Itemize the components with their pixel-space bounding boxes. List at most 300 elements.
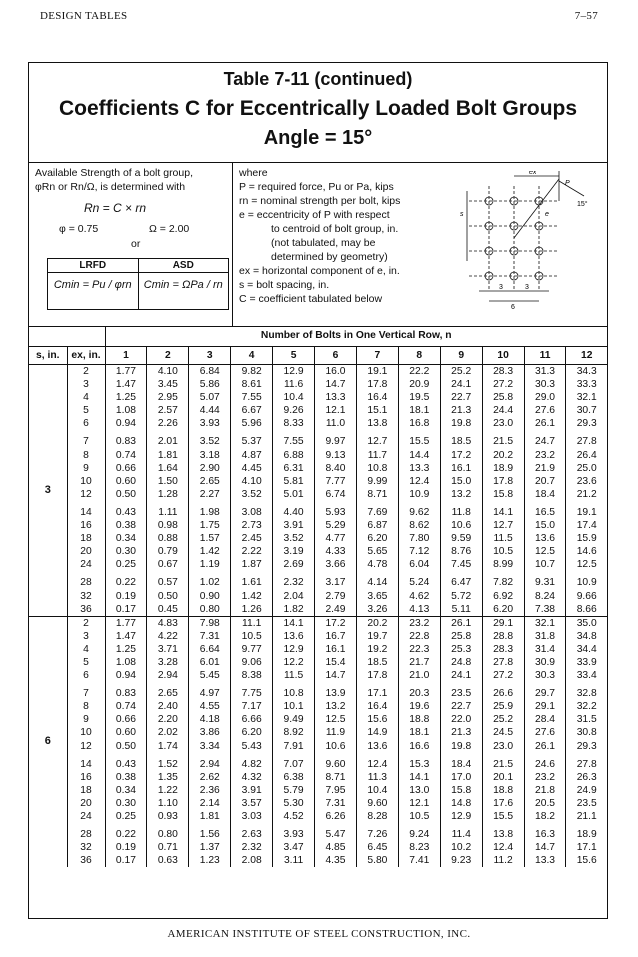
coefficient-cell: 3.52 bbox=[273, 532, 315, 545]
n-column-header: 5 bbox=[273, 347, 315, 365]
coefficient-cell: 19.5 bbox=[398, 391, 440, 404]
coefficient-cell: 0.83 bbox=[105, 435, 147, 448]
coefficient-cell: 30.3 bbox=[524, 669, 566, 682]
s-column-header: s, in. bbox=[29, 347, 67, 365]
coefficient-cell: 12.1 bbox=[398, 797, 440, 810]
coefficient-cell: 25.8 bbox=[440, 630, 482, 643]
coefficient-cell: 3.93 bbox=[189, 417, 231, 430]
coefficient-cell: 12.4 bbox=[482, 841, 524, 854]
coefficient-cell: 0.50 bbox=[147, 590, 189, 603]
coefficient-cell: 9.24 bbox=[398, 828, 440, 841]
where-line: P = required force, Pu or Pa, kips bbox=[239, 181, 394, 193]
coefficient-cell: 17.8 bbox=[356, 669, 398, 682]
coefficient-cell: 6.04 bbox=[398, 558, 440, 571]
coefficient-cell: 21.7 bbox=[398, 656, 440, 669]
coefficient-cell: 7.31 bbox=[189, 630, 231, 643]
running-header-left: DESIGN TABLES bbox=[40, 10, 128, 22]
coefficient-cell: 8.76 bbox=[440, 545, 482, 558]
coefficient-cell: 1.28 bbox=[147, 488, 189, 501]
asd-formula: Cmin = ΩPa / rn bbox=[143, 279, 223, 291]
coefficient-cell: 8.24 bbox=[524, 590, 566, 603]
coefficient-cell: 7.45 bbox=[440, 558, 482, 571]
coefficient-cell: 12.5 bbox=[524, 545, 566, 558]
coefficient-cell: 1.02 bbox=[189, 576, 231, 589]
coefficient-cell: 6.20 bbox=[482, 603, 524, 617]
ex-cell: 5 bbox=[67, 656, 105, 669]
coefficient-cell: 3.91 bbox=[231, 784, 273, 797]
n-column-header: 1 bbox=[105, 347, 147, 365]
coefficient-cell: 12.4 bbox=[398, 475, 440, 488]
ex-cell: 6 bbox=[67, 669, 105, 682]
coefficient-cell: 12.1 bbox=[315, 404, 357, 417]
coefficient-cell: 18.5 bbox=[356, 656, 398, 669]
coefficient-cell: 21.2 bbox=[566, 488, 607, 501]
n-column-header: 7 bbox=[356, 347, 398, 365]
coefficient-cell: 26.1 bbox=[524, 740, 566, 753]
coefficient-cell: 27.2 bbox=[482, 669, 524, 682]
diagram-e-label: e bbox=[545, 211, 549, 218]
lrfd-label: LRFD bbox=[48, 259, 139, 272]
coefficient-cell: 5.47 bbox=[315, 828, 357, 841]
coefficient-cell: 26.1 bbox=[440, 616, 482, 630]
coefficient-cell: 0.74 bbox=[105, 700, 147, 713]
coefficient-cell: 3.57 bbox=[231, 797, 273, 810]
coefficient-cell: 17.1 bbox=[356, 687, 398, 700]
coefficient-cell: 12.7 bbox=[482, 519, 524, 532]
coefficient-cell: 2.32 bbox=[273, 576, 315, 589]
n-column-header: 6 bbox=[315, 347, 357, 365]
coefficient-cell: 0.98 bbox=[147, 519, 189, 532]
coefficient-cell: 8.66 bbox=[566, 603, 607, 617]
coefficient-cell: 19.6 bbox=[398, 700, 440, 713]
coefficient-cell: 2.14 bbox=[189, 797, 231, 810]
coefficient-cell: 10.4 bbox=[273, 391, 315, 404]
coefficient-cell: 3.71 bbox=[147, 643, 189, 656]
coefficient-cell: 35.0 bbox=[566, 616, 607, 630]
ex-cell: 7 bbox=[67, 687, 105, 700]
coefficient-cell: 8.33 bbox=[273, 417, 315, 430]
coefficient-cell: 14.7 bbox=[315, 669, 357, 682]
coefficient-cell: 1.35 bbox=[147, 771, 189, 784]
coefficient-cell: 20.3 bbox=[398, 687, 440, 700]
coefficient-cell: 16.4 bbox=[356, 391, 398, 404]
coefficient-cell: 16.3 bbox=[524, 828, 566, 841]
coefficient-cell: 2.79 bbox=[315, 590, 357, 603]
coefficient-cell: 5.07 bbox=[189, 391, 231, 404]
coefficient-cell: 4.10 bbox=[231, 475, 273, 488]
coefficient-cell: 18.9 bbox=[566, 828, 607, 841]
coefficient-cell: 17.4 bbox=[566, 519, 607, 532]
coefficient-cell: 24.4 bbox=[482, 404, 524, 417]
table-group-header-row bbox=[29, 326, 607, 347]
coefficient-cell: 27.8 bbox=[482, 656, 524, 669]
coefficient-cell: 27.6 bbox=[524, 404, 566, 417]
column-header-row bbox=[29, 347, 607, 365]
coefficient-cell: 8.23 bbox=[398, 841, 440, 854]
coefficient-cell: 14.7 bbox=[524, 841, 566, 854]
table-row bbox=[29, 603, 607, 617]
coefficient-cell: 6.38 bbox=[273, 771, 315, 784]
coefficient-cell: 2.94 bbox=[189, 758, 231, 771]
coefficient-cell: 29.3 bbox=[566, 740, 607, 753]
ex-cell: 10 bbox=[67, 475, 105, 488]
coefficient-cell: 10.8 bbox=[356, 462, 398, 475]
coefficient-cell: 24.9 bbox=[566, 784, 607, 797]
coefficient-cell: 7.12 bbox=[398, 545, 440, 558]
coefficient-cell: 0.34 bbox=[105, 784, 147, 797]
coefficient-cell: 5.24 bbox=[398, 576, 440, 589]
coefficient-cell: 0.38 bbox=[105, 519, 147, 532]
coefficient-cell: 0.43 bbox=[105, 506, 147, 519]
coefficient-cell: 2.32 bbox=[231, 841, 273, 854]
coefficient-cell: 16.1 bbox=[440, 462, 482, 475]
coefficient-cell: 21.0 bbox=[398, 669, 440, 682]
coefficient-cell: 2.27 bbox=[189, 488, 231, 501]
coefficient-cell: 10.6 bbox=[315, 740, 357, 753]
coefficient-cell: 12.9 bbox=[273, 365, 315, 379]
coefficient-cell: 3.52 bbox=[231, 488, 273, 501]
intro-or: or bbox=[131, 238, 141, 250]
coefficient-cell: 1.25 bbox=[105, 391, 147, 404]
coefficient-cell: 7.41 bbox=[398, 854, 440, 867]
coefficient-cell: 28.4 bbox=[524, 713, 566, 726]
coefficient-cell: 8.40 bbox=[315, 462, 357, 475]
coefficient-cell: 19.1 bbox=[566, 506, 607, 519]
coefficient-cell: 26.1 bbox=[524, 417, 566, 430]
coefficient-cell: 13.2 bbox=[315, 700, 357, 713]
coefficient-cell: 3.86 bbox=[189, 726, 231, 739]
diagram-s-label: s bbox=[460, 211, 464, 218]
coefficient-cell: 24.6 bbox=[524, 758, 566, 771]
coefficient-cell: 4.45 bbox=[231, 462, 273, 475]
coefficient-cell: 2.01 bbox=[147, 435, 189, 448]
table-angle: Angle = 15° bbox=[263, 127, 373, 149]
coefficient-cell: 1.77 bbox=[105, 616, 147, 630]
coefficient-cell: 9.59 bbox=[440, 532, 482, 545]
coefficient-cell: 32.2 bbox=[566, 700, 607, 713]
ex-column-header: ex, in. bbox=[67, 347, 105, 365]
n-column-header: 4 bbox=[231, 347, 273, 365]
coefficient-cell: 0.74 bbox=[105, 449, 147, 462]
coefficient-cell: 15.5 bbox=[398, 435, 440, 448]
coefficient-cell: 18.4 bbox=[440, 758, 482, 771]
coefficient-cell: 11.4 bbox=[440, 828, 482, 841]
intro-divider bbox=[232, 163, 233, 326]
coefficient-cell: 0.66 bbox=[105, 713, 147, 726]
coefficient-cell: 23.2 bbox=[524, 449, 566, 462]
coefficient-cell: 0.57 bbox=[147, 576, 189, 589]
coefficient-cell: 7.75 bbox=[231, 687, 273, 700]
coefficient-cell: 4.22 bbox=[147, 630, 189, 643]
coefficient-cell: 25.8 bbox=[482, 391, 524, 404]
diagram-p-label: P bbox=[565, 180, 570, 187]
coefficient-cell: 15.1 bbox=[356, 404, 398, 417]
coefficient-cell: 28.8 bbox=[482, 630, 524, 643]
coefficient-cell: 22.8 bbox=[398, 630, 440, 643]
table-row bbox=[29, 771, 607, 784]
coefficient-cell: 2.65 bbox=[147, 687, 189, 700]
coefficient-cell: 19.1 bbox=[356, 365, 398, 379]
coefficient-cell: 2.62 bbox=[189, 771, 231, 784]
coefficient-cell: 11.6 bbox=[273, 378, 315, 391]
intro-formula: Rn = C × rn bbox=[84, 201, 147, 215]
coefficient-cell: 4.14 bbox=[356, 576, 398, 589]
ex-cell: 4 bbox=[67, 391, 105, 404]
spacing-cell: 3 bbox=[44, 483, 51, 496]
coefficient-cell: 2.08 bbox=[231, 854, 273, 867]
coefficient-cell: 15.0 bbox=[440, 475, 482, 488]
coefficient-cell: 26.4 bbox=[566, 449, 607, 462]
coefficient-cell: 5.30 bbox=[273, 797, 315, 810]
ex-cell: 2 bbox=[67, 616, 105, 630]
coefficient-cell: 15.5 bbox=[482, 810, 524, 823]
coefficient-cell: 1.81 bbox=[147, 449, 189, 462]
coefficient-cell: 8.92 bbox=[273, 726, 315, 739]
coefficient-cell: 4.77 bbox=[315, 532, 357, 545]
ex-cell: 36 bbox=[67, 854, 105, 867]
coefficient-cell: 23.6 bbox=[566, 475, 607, 488]
coefficient-cell: 4.83 bbox=[147, 616, 189, 630]
coefficient-cell: 26.6 bbox=[482, 687, 524, 700]
coefficient-cell: 23.2 bbox=[524, 771, 566, 784]
coefficient-cell: 15.8 bbox=[482, 488, 524, 501]
coefficient-cell: 6.45 bbox=[356, 841, 398, 854]
coefficient-cell: 34.3 bbox=[566, 365, 607, 379]
table-row bbox=[29, 391, 607, 404]
coefficient-cell: 0.25 bbox=[105, 558, 147, 571]
diagram-dim-label: 6 bbox=[511, 304, 515, 311]
coefficient-cell: 0.30 bbox=[105, 797, 147, 810]
coefficient-cell: 0.71 bbox=[147, 841, 189, 854]
coefficient-cell: 6.67 bbox=[231, 404, 273, 417]
coefficient-cell: 27.2 bbox=[482, 378, 524, 391]
coefficient-cell: 6.20 bbox=[231, 726, 273, 739]
coefficient-cell: 0.60 bbox=[105, 475, 147, 488]
table-row bbox=[29, 854, 607, 867]
coefficient-cell: 1.42 bbox=[189, 545, 231, 558]
title-block bbox=[29, 63, 607, 163]
coefficient-cell: 17.6 bbox=[482, 797, 524, 810]
coefficient-cell: 10.5 bbox=[231, 630, 273, 643]
table-row bbox=[29, 841, 607, 854]
table-number: Table 7-11 (continued) bbox=[223, 69, 413, 89]
coefficient-cell: 14.7 bbox=[315, 378, 357, 391]
coefficient-cell: 1.52 bbox=[147, 758, 189, 771]
diagram-dim-label: 3 bbox=[525, 284, 529, 291]
coefficient-cell: 1.25 bbox=[105, 643, 147, 656]
table-row bbox=[29, 643, 607, 656]
coefficient-cell: 5.37 bbox=[231, 435, 273, 448]
coefficient-cell: 20.1 bbox=[482, 771, 524, 784]
coefficient-cell: 13.6 bbox=[356, 740, 398, 753]
coefficient-cell: 8.71 bbox=[356, 488, 398, 501]
ex-cell: 12 bbox=[67, 488, 105, 501]
coefficient-cell: 7.98 bbox=[189, 616, 231, 630]
coefficient-cell: 30.9 bbox=[524, 656, 566, 669]
coefficient-cell: 0.30 bbox=[105, 545, 147, 558]
coefficient-cell: 2.63 bbox=[231, 828, 273, 841]
coefficient-cell: 16.7 bbox=[315, 630, 357, 643]
table-row bbox=[29, 700, 607, 713]
lrfd-asd-box bbox=[47, 258, 229, 310]
coefficient-cell: 0.83 bbox=[105, 687, 147, 700]
coefficient-cell: 4.10 bbox=[147, 365, 189, 379]
table-row bbox=[29, 797, 607, 810]
coefficient-cell: 30.3 bbox=[524, 378, 566, 391]
coefficient-cell: 14.9 bbox=[356, 726, 398, 739]
coefficient-cell: 5.01 bbox=[273, 488, 315, 501]
coefficient-cell: 12.7 bbox=[356, 435, 398, 448]
coefficient-cell: 3.66 bbox=[315, 558, 357, 571]
coefficient-cell: 7.91 bbox=[273, 740, 315, 753]
coefficient-cell: 18.1 bbox=[398, 404, 440, 417]
coefficient-cell: 12.9 bbox=[273, 643, 315, 656]
ex-cell: 9 bbox=[67, 462, 105, 475]
coefficient-cell: 7.17 bbox=[231, 700, 273, 713]
coefficient-cell: 15.3 bbox=[398, 758, 440, 771]
coefficient-cell: 11.8 bbox=[440, 506, 482, 519]
coefficient-cell: 32.1 bbox=[524, 616, 566, 630]
coefficient-cell: 19.2 bbox=[356, 643, 398, 656]
table-row bbox=[29, 558, 607, 571]
coefficient-cell: 0.19 bbox=[105, 841, 147, 854]
ex-cell: 32 bbox=[67, 590, 105, 603]
coefficient-cell: 14.4 bbox=[398, 449, 440, 462]
diagram-dim-label: 3 bbox=[499, 284, 503, 291]
where-line: C = coefficient tabulated below bbox=[239, 293, 383, 305]
coefficient-cell: 23.5 bbox=[440, 687, 482, 700]
coefficient-cell: 17.0 bbox=[440, 771, 482, 784]
coefficient-cell: 11.5 bbox=[482, 532, 524, 545]
coefficient-cell: 0.66 bbox=[105, 462, 147, 475]
table-row bbox=[29, 740, 607, 753]
coefficient-cell: 8.38 bbox=[231, 669, 273, 682]
coefficient-cell: 10.5 bbox=[482, 545, 524, 558]
coefficient-cell: 14.1 bbox=[482, 506, 524, 519]
coefficient-cell: 10.7 bbox=[524, 558, 566, 571]
coefficient-cell: 17.2 bbox=[315, 616, 357, 630]
table-row bbox=[29, 435, 607, 448]
coefficient-cell: 17.2 bbox=[440, 449, 482, 462]
coefficient-cell: 0.50 bbox=[105, 488, 147, 501]
coefficient-cell: 1.64 bbox=[147, 462, 189, 475]
coefficient-cell: 10.8 bbox=[273, 687, 315, 700]
coefficient-cell: 9.82 bbox=[231, 365, 273, 379]
table-row bbox=[29, 687, 607, 700]
coefficient-cell: 0.38 bbox=[105, 771, 147, 784]
coefficient-cell: 24.5 bbox=[482, 726, 524, 739]
ex-cell: 12 bbox=[67, 740, 105, 753]
coefficient-cell: 11.5 bbox=[273, 669, 315, 682]
coefficient-cell: 18.8 bbox=[482, 784, 524, 797]
table-row bbox=[29, 784, 607, 797]
coefficient-cell: 34.4 bbox=[566, 643, 607, 656]
ex-cell: 8 bbox=[67, 449, 105, 462]
coefficient-cell: 29.1 bbox=[482, 616, 524, 630]
where-line: s = bolt spacing, in. bbox=[239, 279, 330, 291]
coefficient-cell: 5.79 bbox=[273, 784, 315, 797]
coefficient-cell: 2.69 bbox=[273, 558, 315, 571]
ex-cell: 3 bbox=[67, 630, 105, 643]
coefficient-cell: 5.93 bbox=[315, 506, 357, 519]
coefficient-cell: 1.81 bbox=[189, 810, 231, 823]
coefficient-cell: 9.13 bbox=[315, 449, 357, 462]
coefficient-cell: 4.78 bbox=[356, 558, 398, 571]
coefficient-cell: 13.6 bbox=[524, 532, 566, 545]
coefficient-cell: 5.29 bbox=[315, 519, 357, 532]
coefficient-cell: 0.17 bbox=[105, 603, 147, 617]
n-column-header: 11 bbox=[524, 347, 566, 365]
coefficient-cell: 16.1 bbox=[315, 643, 357, 656]
coefficient-cell: 21.5 bbox=[482, 758, 524, 771]
where-line: ex = horizontal component of e, in. bbox=[239, 265, 400, 277]
coefficient-cell: 5.65 bbox=[356, 545, 398, 558]
coefficient-cell: 22.7 bbox=[440, 391, 482, 404]
coefficient-cell: 10.6 bbox=[440, 519, 482, 532]
coefficient-cell: 7.69 bbox=[356, 506, 398, 519]
coefficient-cell: 5.80 bbox=[356, 854, 398, 867]
table-row bbox=[29, 576, 607, 589]
coefficient-cell: 12.4 bbox=[356, 758, 398, 771]
table-row bbox=[29, 758, 607, 771]
coefficient-cell: 21.3 bbox=[440, 404, 482, 417]
coefficient-cell: 1.57 bbox=[189, 532, 231, 545]
coefficient-cell: 25.0 bbox=[566, 462, 607, 475]
n-column-header: 3 bbox=[189, 347, 231, 365]
coefficient-cell: 32.8 bbox=[566, 687, 607, 700]
coefficient-cell: 18.9 bbox=[482, 462, 524, 475]
coefficient-cell: 27.8 bbox=[566, 758, 607, 771]
coefficient-cell: 15.4 bbox=[315, 656, 357, 669]
coefficient-cell: 30.7 bbox=[566, 404, 607, 417]
ex-cell: 3 bbox=[67, 378, 105, 391]
coefficient-cell: 2.65 bbox=[189, 475, 231, 488]
coefficient-cell: 0.94 bbox=[105, 669, 147, 682]
coefficient-cell: 0.25 bbox=[105, 810, 147, 823]
coefficient-cell: 9.31 bbox=[524, 576, 566, 589]
coefficient-cell: 3.91 bbox=[273, 519, 315, 532]
coefficient-cell: 32.1 bbox=[566, 391, 607, 404]
coefficient-cell: 0.93 bbox=[147, 810, 189, 823]
coefficient-cell: 29.7 bbox=[524, 687, 566, 700]
coefficient-cell: 0.79 bbox=[147, 545, 189, 558]
coefficient-table bbox=[29, 326, 607, 867]
coefficient-cell: 3.03 bbox=[231, 810, 273, 823]
n-column-header: 2 bbox=[147, 347, 189, 365]
n-column-header: 8 bbox=[398, 347, 440, 365]
coefficient-cell: 2.45 bbox=[231, 532, 273, 545]
coefficient-cell: 3.34 bbox=[189, 740, 231, 753]
coefficient-cell: 1.10 bbox=[147, 797, 189, 810]
ex-cell: 14 bbox=[67, 506, 105, 519]
ex-cell: 6 bbox=[67, 417, 105, 430]
ex-cell: 7 bbox=[67, 435, 105, 448]
coefficient-cell: 0.34 bbox=[105, 532, 147, 545]
coefficient-cell: 2.95 bbox=[147, 391, 189, 404]
coefficient-cell: 4.33 bbox=[315, 545, 357, 558]
coefficient-cell: 23.5 bbox=[566, 797, 607, 810]
coefficient-cell: 10.5 bbox=[398, 810, 440, 823]
coefficient-cell: 1.23 bbox=[189, 854, 231, 867]
coefficient-cell: 21.5 bbox=[482, 435, 524, 448]
coefficient-cell: 15.6 bbox=[566, 854, 607, 867]
coefficient-cell: 7.77 bbox=[315, 475, 357, 488]
coefficient-cell: 3.65 bbox=[356, 590, 398, 603]
coefficient-cell: 6.26 bbox=[315, 810, 357, 823]
coefficient-cell: 8.62 bbox=[398, 519, 440, 532]
coefficient-cell: 4.40 bbox=[273, 506, 315, 519]
intro-omega: Ω = 2.00 bbox=[149, 223, 190, 235]
